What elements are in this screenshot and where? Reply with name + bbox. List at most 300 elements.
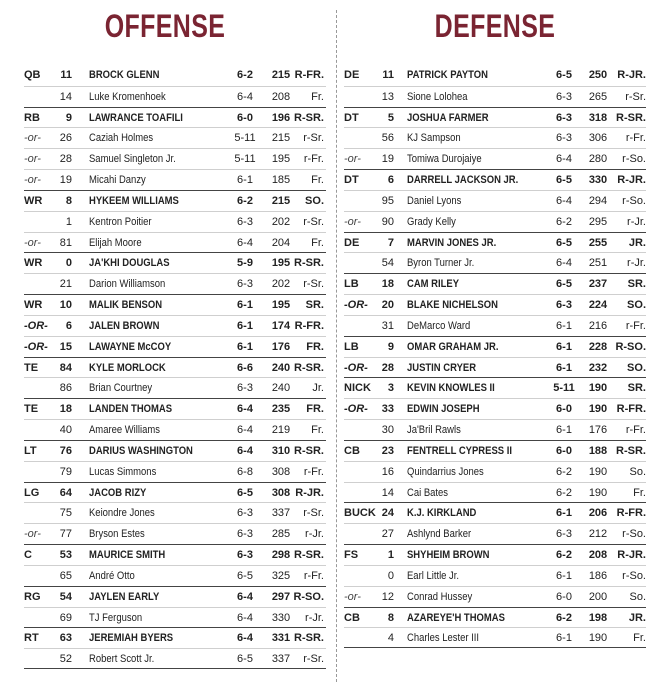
defense-player-row (344, 607, 646, 628)
player-height: 6-8 (237, 465, 253, 478)
player-class: Fr. (311, 236, 324, 249)
player-class: R-FR. (294, 69, 324, 81)
position-label: -or- (24, 132, 41, 145)
jersey-number: 3 (387, 382, 394, 395)
player-height: 6-3 (237, 528, 253, 541)
player-weight: 196 (271, 111, 291, 124)
player-name (407, 170, 536, 191)
player-name (407, 149, 494, 170)
player-class: R-SR. (294, 549, 324, 562)
player-weight: 331 (271, 632, 291, 645)
player-class: r-Sr. (303, 215, 324, 228)
player-class: Fr. (311, 90, 324, 103)
player-name-text: LAWRANCE TOAFILI (89, 111, 183, 124)
player-name (407, 128, 469, 149)
player-name (407, 399, 491, 420)
defense-player-row (344, 377, 646, 398)
player-class: JR. (628, 236, 646, 249)
player-name-text: K.J. KIRKLAND (407, 507, 477, 520)
player-weight: 215 (271, 69, 291, 81)
defense-player-row (344, 398, 646, 419)
player-name-text: PATRICK PAYTON (407, 69, 488, 81)
jersey-number: 54 (59, 590, 72, 603)
player-name (89, 108, 198, 129)
offense-player-row (24, 648, 326, 669)
defense-player-row (344, 565, 646, 586)
defense-player-row (344, 440, 646, 461)
player-weight: 190 (588, 382, 608, 395)
player-name-text: KJ Sampson (407, 132, 461, 145)
player-height: 6-0 (556, 444, 572, 457)
position-label: DT (344, 174, 359, 187)
offense-player-row (24, 315, 326, 336)
player-class: r-Sr. (303, 653, 324, 666)
player-name-text: JUSTIN CRYER (407, 361, 477, 374)
player-weight: 235 (271, 403, 291, 416)
jersey-number: 24 (381, 507, 394, 520)
jersey-number: 11 (382, 69, 394, 81)
player-name-text: JEREMIAH BYERS (89, 632, 174, 645)
jersey-number: 8 (65, 194, 72, 207)
player-name (407, 378, 509, 399)
player-weight: 295 (588, 215, 608, 228)
player-class: r-So. (622, 194, 646, 207)
position-label: C (24, 549, 32, 562)
player-name-text: Conrad Hussey (407, 590, 473, 603)
defense-player-row (344, 127, 646, 148)
player-name-text: Ashlynd Barker (407, 528, 472, 541)
defense-player-row (344, 502, 646, 523)
position-label: -or- (24, 528, 41, 541)
defense-player-row (344, 252, 646, 273)
player-height: 6-4 (556, 194, 572, 207)
player-weight: 240 (271, 361, 291, 374)
player-class: R-JR. (295, 486, 324, 499)
player-name (407, 358, 487, 379)
jersey-number: 4 (387, 632, 394, 645)
player-class: Fr. (311, 424, 324, 437)
player-height: 6-3 (237, 278, 253, 291)
player-name-text: Lucas Simmons (89, 465, 157, 478)
player-name (89, 274, 178, 295)
player-class: So. (629, 590, 646, 603)
player-height: 6-1 (556, 507, 572, 520)
jersey-number: 10 (59, 299, 72, 312)
player-name-text: TJ Ferguson (89, 611, 143, 624)
player-name-text: André Otto (89, 569, 135, 582)
jersey-number: 9 (387, 340, 394, 353)
position-label: NICK (344, 382, 371, 395)
player-class: R-JR. (617, 69, 646, 81)
jersey-number: 19 (59, 174, 72, 187)
offense-title: OFFENSE (104, 8, 226, 44)
player-height: 6-2 (237, 194, 253, 207)
defense-depth-chart (344, 65, 646, 648)
jersey-number: 20 (381, 299, 394, 312)
player-class: R-SR. (294, 444, 324, 457)
player-class: Jr. (312, 382, 324, 395)
player-height: 6-0 (556, 590, 572, 603)
jersey-number: 81 (59, 236, 72, 249)
defense-player-row (344, 315, 646, 336)
jersey-number: 84 (59, 361, 72, 374)
jersey-number: 0 (387, 569, 394, 582)
player-class: R-SO. (293, 590, 324, 603)
defense-player-row (344, 544, 646, 565)
jersey-number: 53 (59, 549, 72, 562)
player-class: r-So. (622, 153, 646, 166)
player-weight: 208 (271, 90, 291, 103)
offense-player-row (24, 482, 326, 503)
player-height: 6-2 (556, 465, 572, 478)
jersey-number: 16 (381, 465, 394, 478)
position-label: CB (344, 611, 360, 624)
position-label: LT (24, 444, 37, 457)
player-class: R-JR. (617, 174, 646, 187)
player-name-text: KYLE MORLOCK (89, 361, 166, 374)
player-height: 6-3 (237, 215, 253, 228)
player-name-text: HYKEEM WILLIAMS (89, 194, 179, 207)
player-name (89, 545, 178, 566)
player-weight: 174 (271, 319, 291, 332)
player-weight: 325 (271, 569, 291, 582)
player-height: 6-1 (237, 299, 253, 312)
player-weight: 190 (588, 486, 608, 499)
jersey-number: 19 (381, 153, 394, 166)
position-label: TE (24, 403, 39, 416)
jersey-number: 69 (59, 611, 72, 624)
player-weight: 176 (588, 424, 608, 437)
player-class: r-So. (622, 569, 646, 582)
player-weight: 195 (271, 257, 291, 270)
jersey-number: 6 (387, 174, 394, 187)
position-label: BUCK (344, 507, 376, 520)
player-weight: 308 (271, 465, 291, 478)
player-name (89, 378, 162, 399)
player-class: R-JR. (617, 549, 646, 562)
player-name-text: JAYLEN EARLY (89, 590, 160, 603)
player-name-text: JOSHUA FARMER (407, 111, 489, 124)
position-label: RG (24, 590, 41, 603)
player-height: 6-4 (237, 632, 253, 645)
player-name (407, 628, 491, 649)
offense-player-row (24, 377, 326, 398)
player-name-text: AZAREYE'H THOMAS (407, 611, 505, 624)
player-height: 6-3 (237, 507, 253, 520)
jersey-number: 63 (59, 632, 72, 645)
player-name-text: Earl Little Jr. (407, 569, 460, 582)
offense-depth-chart (24, 65, 326, 669)
player-class: SR. (627, 278, 646, 291)
player-weight: 240 (271, 382, 291, 395)
offense-player-row (24, 127, 326, 148)
player-name (89, 628, 187, 649)
player-weight: 206 (588, 507, 608, 520)
player-weight: 202 (271, 215, 291, 228)
player-name-text: DARIUS WASHINGTON (89, 444, 193, 457)
player-class: SR. (627, 382, 646, 395)
jersey-number: 30 (381, 424, 394, 437)
defense-player-row (344, 148, 646, 169)
jersey-number: 95 (381, 194, 394, 207)
player-weight: 232 (588, 361, 608, 374)
player-name-text: JALEN BROWN (89, 319, 160, 332)
player-height: 6-4 (237, 611, 253, 624)
position-label: QB (24, 69, 41, 81)
jersey-number: 6 (65, 319, 72, 332)
player-name (89, 420, 172, 441)
player-name (407, 587, 483, 608)
player-height: 6-3 (556, 132, 572, 145)
player-name-text: Luke Kromenhoek (89, 90, 166, 103)
player-name-text: Tomiwa Durojaiye (407, 153, 482, 166)
player-weight: 200 (588, 590, 608, 603)
player-class: r-Sr. (303, 132, 324, 145)
jersey-number: 33 (381, 403, 394, 416)
player-weight: 310 (271, 444, 291, 457)
offense-player-row (24, 627, 326, 648)
player-name-text: Sione Lolohea (407, 90, 468, 103)
player-name (89, 608, 151, 629)
jersey-number: 75 (59, 507, 72, 520)
player-class: r-Jr. (627, 257, 646, 270)
player-height: 6-3 (237, 382, 253, 395)
player-class: r-Fr. (625, 424, 646, 437)
offense-player-row (24, 232, 326, 253)
offense-player-row (24, 336, 326, 357)
player-name (89, 191, 194, 212)
offense-player-row (24, 65, 326, 86)
player-height: 6-4 (237, 236, 253, 249)
player-weight: 186 (588, 569, 608, 582)
player-name-text: BLAKE NICHELSON (407, 299, 498, 312)
jersey-number: 64 (59, 486, 72, 499)
player-name (407, 462, 496, 483)
player-name (89, 149, 190, 170)
player-weight: 250 (588, 69, 608, 81)
position-label: DT (344, 111, 359, 124)
player-height: 6-2 (556, 549, 572, 562)
jersey-number: 21 (59, 278, 72, 291)
player-height: 6-1 (556, 424, 572, 437)
player-name-text: Daniel Lyons (407, 194, 462, 207)
player-name-text: DeMarco Ward (407, 319, 471, 332)
player-height: 6-1 (556, 632, 572, 645)
player-name (89, 587, 171, 608)
defense-player-row (344, 461, 646, 482)
player-name (89, 212, 162, 233)
defense-player-row (344, 627, 646, 648)
player-weight: 297 (271, 590, 291, 603)
player-height: 6-2 (556, 486, 572, 499)
jersey-number: 14 (381, 486, 394, 499)
player-name (407, 545, 503, 566)
position-label: -or- (24, 236, 41, 249)
player-name-text: LAWAYNE McCOY (89, 340, 172, 353)
player-height: 6-1 (556, 340, 572, 353)
jersey-number: 7 (387, 236, 394, 249)
jersey-number: 90 (381, 215, 394, 228)
player-weight: 280 (588, 153, 608, 166)
player-name (89, 128, 164, 149)
player-name-text: Byron Turner Jr. (407, 257, 475, 270)
player-name (407, 191, 470, 212)
position-label: CB (344, 444, 360, 457)
player-name-text: Micahi Danzy (89, 174, 146, 187)
player-height: 6-3 (556, 528, 572, 541)
offense-player-row (24, 190, 326, 211)
offense-player-row (24, 273, 326, 294)
player-height: 5-11 (553, 382, 575, 395)
player-name (89, 87, 178, 108)
player-name-text: EDWIN JOSEPH (407, 403, 480, 416)
player-name (89, 358, 178, 379)
player-name-text: JACOB RIZY (89, 486, 147, 499)
defense-player-row (344, 336, 646, 357)
player-name-text: Robert Scott Jr. (89, 653, 155, 666)
player-weight: 195 (271, 153, 291, 166)
player-class: JR. (628, 611, 646, 624)
player-height: 6-0 (556, 403, 572, 416)
player-name (89, 524, 154, 545)
player-name-text: MARVIN JONES JR. (407, 236, 497, 249)
position-label: WR (24, 299, 43, 312)
player-height: 6-3 (556, 90, 572, 103)
player-class: R-SR. (294, 361, 324, 374)
jersey-number: 12 (381, 590, 394, 603)
player-name (407, 253, 485, 274)
jersey-number: 26 (59, 132, 72, 145)
player-weight: 237 (588, 278, 608, 291)
defense-player-row (344, 357, 646, 378)
player-weight: 308 (271, 486, 291, 499)
offense-player-row (24, 357, 326, 378)
player-name-text: Grady Kelly (407, 215, 456, 228)
player-height: 6-4 (237, 424, 253, 437)
jersey-number: 1 (65, 215, 72, 228)
jersey-number: 0 (65, 257, 72, 270)
player-height: 6-4 (237, 403, 253, 416)
offense-player-row (24, 440, 326, 461)
player-height: 6-4 (556, 257, 572, 270)
player-name (89, 233, 150, 254)
player-name-text: Ja'Bril Rawls (407, 424, 461, 437)
player-class: R-SR. (616, 111, 646, 124)
defense-player-row (344, 294, 646, 315)
player-class: R-FR. (616, 403, 646, 416)
defense-player-row (344, 523, 646, 544)
player-name-text: JA'KHI DOUGLAS (89, 257, 170, 270)
jersey-number: 5 (387, 111, 394, 124)
offense-player-row (24, 148, 326, 169)
jersey-number: 23 (381, 444, 394, 457)
player-name (89, 649, 165, 670)
player-height: 6-4 (237, 90, 253, 103)
jersey-number: 79 (59, 465, 72, 478)
jersey-number: 13 (381, 90, 394, 103)
player-weight: 198 (588, 611, 608, 624)
player-weight: 202 (271, 278, 291, 291)
jersey-number: 18 (59, 403, 72, 416)
player-name-text: Kentron Poitier (89, 215, 152, 228)
position-label: LG (24, 486, 40, 499)
player-weight: 330 (271, 611, 291, 624)
player-name (407, 608, 521, 629)
player-class: r-Fr. (303, 465, 324, 478)
player-name-text: OMAR GRAHAM JR. (407, 340, 499, 353)
player-weight: 219 (271, 424, 291, 437)
player-height: 6-4 (237, 590, 253, 603)
position-label: RB (24, 111, 40, 124)
player-name (407, 483, 455, 504)
player-name-text: Quindarrius Jones (407, 465, 484, 478)
player-weight: 215 (271, 194, 291, 207)
position-label: RT (24, 632, 39, 645)
offense-player-row (24, 502, 326, 523)
player-weight: 204 (271, 236, 291, 249)
player-class: R-SR. (294, 111, 324, 124)
player-height: 6-3 (556, 111, 572, 124)
position-label: WR (24, 194, 43, 207)
player-name-text: FENTRELL CYPRESS II (407, 444, 512, 457)
player-class: r-Sr. (303, 507, 324, 520)
jersey-number: 28 (59, 153, 72, 166)
player-weight: 224 (588, 299, 608, 312)
player-class: So. (629, 465, 646, 478)
jersey-number: 28 (381, 361, 394, 374)
position-label: -OR- (24, 340, 48, 353)
offense-player-row (24, 461, 326, 482)
offense-player-row (24, 252, 326, 273)
player-class: Fr. (633, 632, 646, 645)
defense-player-row (344, 586, 646, 607)
player-class: R-FR. (616, 507, 646, 520)
player-name-text: Amaree Williams (89, 424, 160, 437)
player-name (407, 566, 468, 587)
player-class: R-SR. (616, 444, 646, 457)
player-name (89, 503, 165, 524)
player-class: R-FR. (294, 319, 324, 332)
player-name (89, 441, 210, 462)
column-divider (336, 10, 337, 682)
jersey-number: 40 (59, 424, 72, 437)
player-name (407, 503, 488, 524)
player-height: 5-9 (237, 257, 253, 270)
defense-player-row (344, 232, 646, 253)
player-name (89, 566, 142, 587)
player-weight: 251 (588, 257, 608, 270)
position-label: -OR- (344, 361, 368, 374)
jersey-number: 65 (59, 569, 72, 582)
player-name (407, 65, 501, 86)
defense-player-row (344, 273, 646, 294)
player-class: SO. (305, 194, 324, 207)
player-class: r-Sr. (303, 278, 324, 291)
player-name (89, 483, 156, 504)
player-weight: 298 (271, 549, 291, 562)
player-class: Fr. (311, 174, 324, 187)
player-name-text: Elijah Moore (89, 236, 142, 249)
player-name-text: LANDEN THOMAS (89, 403, 173, 416)
player-height: 6-3 (556, 299, 572, 312)
player-class: FR. (306, 403, 324, 416)
player-name (89, 462, 167, 483)
player-name-text: Keiondre Jones (89, 507, 155, 520)
jersey-number: 76 (59, 444, 72, 457)
player-height: 6-1 (237, 319, 253, 332)
defense-title: DEFENSE (434, 8, 556, 44)
player-name-text: SHYHEIM BROWN (407, 549, 490, 562)
